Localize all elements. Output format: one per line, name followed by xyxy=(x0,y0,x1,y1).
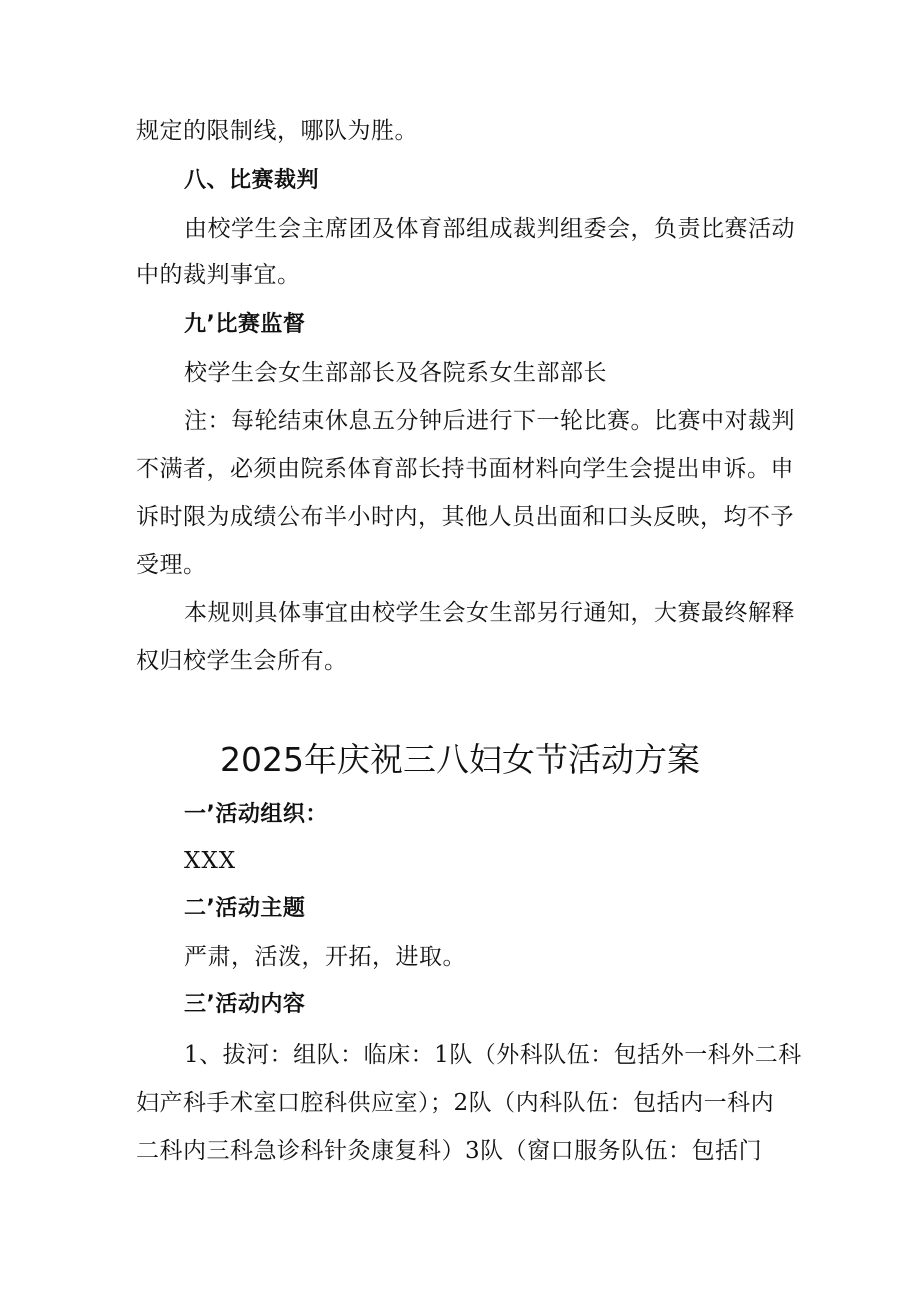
paragraph-line: 妇产科手术室口腔科供应室）；2队（内科队伍：包括内一科内 xyxy=(136,1090,775,1116)
paragraph-line: 诉时限为成绩公布半小时内，其他人员出面和口头反映，均不予 xyxy=(136,504,794,530)
paragraph-line: 受理。 xyxy=(136,552,207,578)
paragraph-line: 本规则具体事宜由校学生会女生部另行通知，大赛最终解释 xyxy=(184,600,795,626)
section-heading-theme: 二’活动主题 xyxy=(184,896,306,921)
section-heading-organization: 一’活动组织： xyxy=(184,802,328,827)
paragraph-line: 1、拔河：组队：临床：1队（外科队伍：包括外一科外二科 xyxy=(184,1042,802,1068)
paragraph-line: 注：每轮结束休息五分钟后进行下一轮比赛。比赛中对裁判 xyxy=(184,408,795,434)
section-heading-content: 三’活动内容 xyxy=(184,992,306,1017)
paragraph-line: 规定的限制线，哪队为胜。 xyxy=(136,118,418,144)
paragraph-line: XXX xyxy=(184,848,237,874)
paragraph-line: 权归校学生会所有。 xyxy=(136,648,348,674)
paragraph-line: 由校学生会主席团及体育部组成裁判组委会，负责比赛活动 xyxy=(184,216,795,242)
section-heading-supervision: 九’比赛监督 xyxy=(184,312,306,337)
paragraph-line: 中的裁判事宜。 xyxy=(136,262,301,288)
paragraph-line: 二科内三科急诊科针灸康复科）3队（窗口服务队伍：包括门 xyxy=(136,1138,763,1164)
paragraph-line: 严肃，活泼，开拓，进取。 xyxy=(184,944,466,970)
paragraph-line: 校学生会女生部部长及各院系女生部部长 xyxy=(184,360,607,386)
document-title: 2025年庆祝三八妇女节活动方案 xyxy=(220,740,700,779)
paragraph-line: 不满者，必须由院系体育部长持书面材料向学生会提出申诉。申 xyxy=(136,456,794,482)
section-heading-judging: 八、比赛裁判 xyxy=(184,168,320,193)
